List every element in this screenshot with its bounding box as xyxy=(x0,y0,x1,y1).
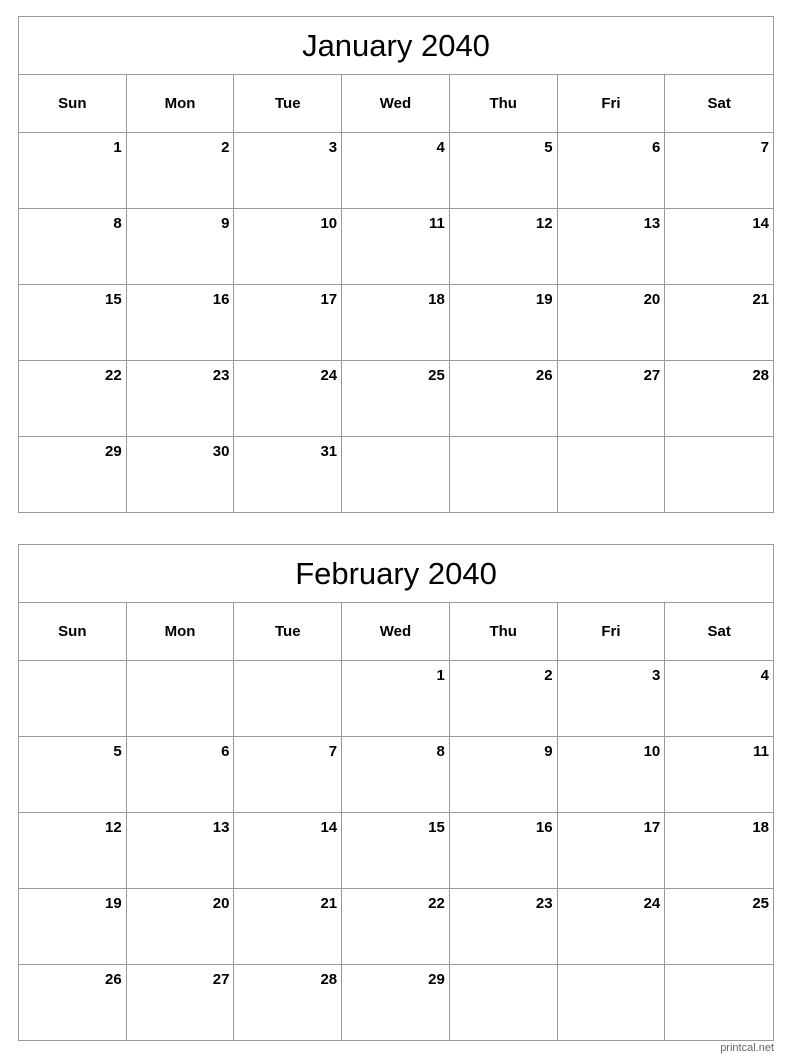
day-cell: 23 xyxy=(450,889,558,965)
day-cell: 3 xyxy=(234,133,342,209)
weekday-header: Thu xyxy=(450,603,558,661)
day-cell: 25 xyxy=(665,889,773,965)
weekday-header: Tue xyxy=(234,603,342,661)
day-cell: 16 xyxy=(127,285,235,361)
day-cell: 21 xyxy=(234,889,342,965)
weekday-header: Fri xyxy=(558,75,666,133)
day-cell: 4 xyxy=(342,133,450,209)
month-title: January 2040 xyxy=(19,17,773,75)
day-cell: 24 xyxy=(234,361,342,437)
empty-day-cell xyxy=(234,661,342,737)
day-cell: 20 xyxy=(127,889,235,965)
day-cell: 28 xyxy=(234,965,342,1041)
day-cell: 16 xyxy=(450,813,558,889)
day-cell: 18 xyxy=(665,813,773,889)
day-cell: 26 xyxy=(450,361,558,437)
day-cell: 15 xyxy=(342,813,450,889)
day-cell: 27 xyxy=(558,361,666,437)
calendar-january xyxy=(18,16,774,513)
day-cell: 14 xyxy=(665,209,773,285)
empty-day-cell xyxy=(127,661,235,737)
day-cell: 12 xyxy=(19,813,127,889)
day-cell: 26 xyxy=(19,965,127,1041)
weekday-header: Sun xyxy=(19,603,127,661)
day-cell: 2 xyxy=(450,661,558,737)
month-grid xyxy=(19,75,773,513)
day-cell: 6 xyxy=(558,133,666,209)
day-cell: 17 xyxy=(558,813,666,889)
day-cell: 13 xyxy=(558,209,666,285)
day-cell: 3 xyxy=(558,661,666,737)
day-cell: 2 xyxy=(127,133,235,209)
day-cell: 4 xyxy=(665,661,773,737)
day-cell: 7 xyxy=(234,737,342,813)
day-cell: 14 xyxy=(234,813,342,889)
day-cell: 28 xyxy=(665,361,773,437)
weekday-header: Tue xyxy=(234,75,342,133)
day-cell: 25 xyxy=(342,361,450,437)
day-cell: 19 xyxy=(450,285,558,361)
day-cell: 31 xyxy=(234,437,342,513)
day-cell: 18 xyxy=(342,285,450,361)
day-cell: 13 xyxy=(127,813,235,889)
day-cell: 8 xyxy=(342,737,450,813)
day-cell: 19 xyxy=(19,889,127,965)
empty-day-cell xyxy=(19,661,127,737)
weekday-header: Fri xyxy=(558,603,666,661)
weekday-header: Mon xyxy=(127,75,235,133)
day-cell: 9 xyxy=(127,209,235,285)
weekday-header: Wed xyxy=(342,603,450,661)
day-cell: 6 xyxy=(127,737,235,813)
day-cell: 22 xyxy=(342,889,450,965)
day-cell: 22 xyxy=(19,361,127,437)
day-cell: 8 xyxy=(19,209,127,285)
day-cell: 5 xyxy=(450,133,558,209)
calendar-february xyxy=(18,544,774,1041)
weekday-header: Thu xyxy=(450,75,558,133)
site-credit: printcal.net xyxy=(720,1042,774,1054)
day-cell: 17 xyxy=(234,285,342,361)
day-cell: 23 xyxy=(127,361,235,437)
day-cell: 1 xyxy=(342,661,450,737)
empty-day-cell xyxy=(665,437,773,513)
day-cell: 29 xyxy=(342,965,450,1041)
empty-day-cell xyxy=(342,437,450,513)
day-cell: 11 xyxy=(665,737,773,813)
day-cell: 20 xyxy=(558,285,666,361)
day-cell: 10 xyxy=(234,209,342,285)
weekday-header: Sat xyxy=(665,603,773,661)
empty-day-cell xyxy=(558,965,666,1041)
day-cell: 10 xyxy=(558,737,666,813)
day-cell: 9 xyxy=(450,737,558,813)
weekday-header: Sun xyxy=(19,75,127,133)
day-cell: 21 xyxy=(665,285,773,361)
day-cell: 11 xyxy=(342,209,450,285)
empty-day-cell xyxy=(665,965,773,1041)
day-cell: 15 xyxy=(19,285,127,361)
day-cell: 1 xyxy=(19,133,127,209)
month-grid xyxy=(19,603,773,1041)
day-cell: 30 xyxy=(127,437,235,513)
weekday-header: Sat xyxy=(665,75,773,133)
empty-day-cell xyxy=(450,965,558,1041)
day-cell: 29 xyxy=(19,437,127,513)
day-cell: 27 xyxy=(127,965,235,1041)
month-title: February 2040 xyxy=(19,545,773,603)
empty-day-cell xyxy=(450,437,558,513)
day-cell: 24 xyxy=(558,889,666,965)
empty-day-cell xyxy=(558,437,666,513)
day-cell: 12 xyxy=(450,209,558,285)
weekday-header: Mon xyxy=(127,603,235,661)
weekday-header: Wed xyxy=(342,75,450,133)
day-cell: 7 xyxy=(665,133,773,209)
day-cell: 5 xyxy=(19,737,127,813)
